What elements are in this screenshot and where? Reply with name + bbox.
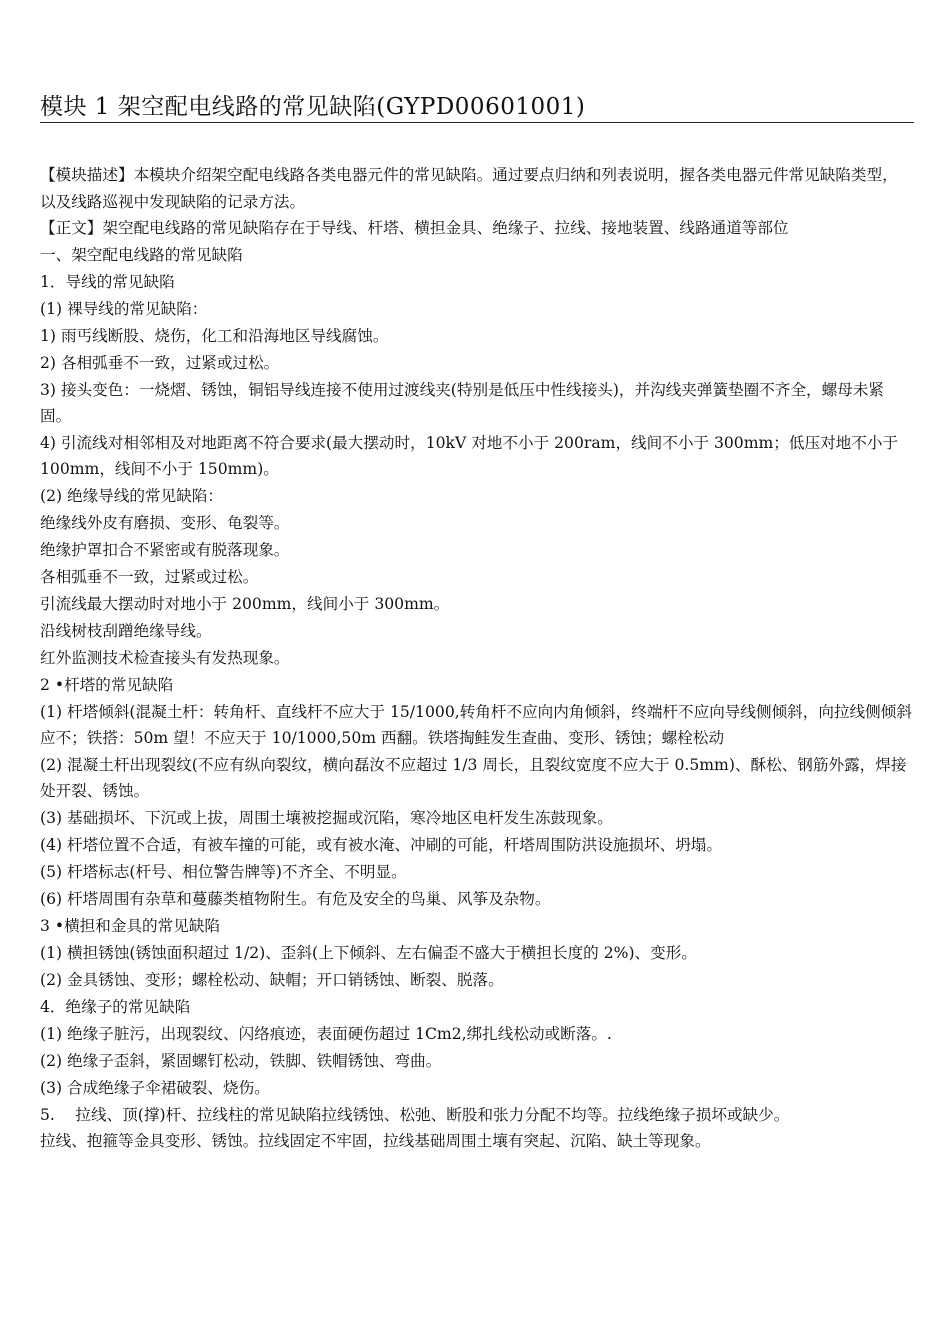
list-item: 拉线、抱箍等金具变形、锈蚀。拉线固定不牢固，拉线基础周围土壤有突起、沉陷、缺土等现象。 <box>40 1132 711 1150</box>
document-body <box>40 162 912 1155</box>
list-item: 2) 各相弧垂不一致，过紧或过松。 <box>40 353 280 372</box>
subsection-heading: 1．导线的常见缺陷 <box>40 272 175 291</box>
subsection-heading: 3 •横担和金具的常见缺陷 <box>40 916 221 935</box>
list-item: 绝缘线外皮有磨损、变形、龟裂等。 <box>40 513 290 532</box>
list-item: 3) 接头变色：一烧熠、锈蚀，铜铝导线连接不使用过渡线夹(特别是低压中性线接头)，并沟线夹弹簧垫圈不齐全，螺母未紧固。 <box>40 380 885 425</box>
list-item: (1) 杆塔倾斜(混凝土杆：转角杆、直线杆不应大于 15/1000,转角杆不应向内角倾斜，终端杆不应向导线侧倾斜，向拉线侧倾斜应不；铁搭：50m 望！不应天于 10/1000,50m 西翻。铁塔掏鲑发生查曲、变形、锈蚀；螺栓松动 <box>40 702 912 747</box>
list-item: 红外监测技术检查接头有发热现象。 <box>40 648 290 667</box>
main-text-intro: 【正文】架空配电线路的常见缺陷存在于导线、杆塔、横担金具、绝缘子、拉线、接地装置、线路通道等部位 <box>40 219 789 237</box>
list-item: 5. 拉线、顶(撑)杆、拉线柱的常见缺陷拉线锈蚀、松弛、断股和张力分配不均等。拉线绝缘子损坏或缺少。 <box>40 1105 790 1124</box>
list-item: (1) 横担锈蚀(锈蚀面积超过 1/2)、歪斜(上下倾斜、左右偏歪不盛大于横担长度的 2%)、变形。 <box>40 943 697 962</box>
subsection-heading: 4．绝缘子的常见缺陷 <box>40 997 191 1016</box>
list-item: (2) 绝缘子歪斜，紧固螺钉松动，铁脚、铁帽锈蚀、弯曲。 <box>40 1051 442 1070</box>
list-item: 绝缘护罩扣合不紧密或有脱落现象。 <box>40 540 290 559</box>
list-item: (4) 杆塔位置不合适，有被车撞的可能，或有被水淹、冲刷的可能，杆塔周围防洪设施损坏、坍塌。 <box>40 835 722 854</box>
list-item: (6) 杆塔周围有杂草和蔓藤类植物附生。有危及安全的鸟巢、风筝及杂物。 <box>40 889 551 908</box>
list-item: (1) 绝缘子脏污，出现裂纹、闪络痕迹，表面硬伤超过 1Cm2,绑扎线松动或断落。. <box>40 1024 612 1043</box>
list-item: (2) 混凝土杆出现裂纹(不应有纵向裂纹，横向磊汝不应超过 1/3 周长，且裂纹宽度不应大于 0.5mm)、酥松、钢筋外露，焊接处开裂、锈蚀。 <box>40 755 907 800</box>
list-item: 4) 引流线对相邻相及对地距离不符合要求(最大摆动时，10kV 对地不小于 200ram，线间不小于 300mm；低压对地不小于 100mm，线间不小于 150mm)。 <box>40 433 899 478</box>
module-description: 【模块描述】本模块介绍架空配电线路各类电器元件的常见缺陷。通过要点归纳和列表说明，握各类电器元件常见缺陷类型，以及线路巡视中发现缺陷的记录方法。 <box>40 166 898 211</box>
list-item: 沿线树枝刮蹭绝缘导线。 <box>40 621 212 640</box>
list-item: 1) 雨丐线断股、烧伤，化工和沿海地区导线腐蚀。 <box>40 326 389 345</box>
list-heading: (1) 裸导线的常见缺陷： <box>40 299 208 318</box>
section-heading: 一、架空配电线路的常见缺陷 <box>40 245 243 264</box>
list-item: (2) 金具锈蚀、变形；螺栓松动、缺帽；开口销锈蚀、断裂、脱落。 <box>40 970 504 989</box>
list-item: 引流线最大摆动时对地小于 200mm，线间小于 300mm。 <box>40 594 450 613</box>
list-item: (3) 合成绝缘子伞裙破裂、烧伤。 <box>40 1078 270 1097</box>
list-heading: (2) 绝缘导线的常见缺陷： <box>40 486 223 505</box>
subsection-heading: 2 •杆塔的常见缺陷 <box>40 675 174 694</box>
list-item: 各相弧垂不一致，过紧或过松。 <box>40 567 259 586</box>
list-item: (3) 基础损坏、下沉或上拔，周围土壤被挖掘或沉陷，寒冷地区电杆发生冻鼓现象。 <box>40 808 613 827</box>
document-title: 模块 1 架空配电线路的常见缺陷(GYPD00601001) <box>40 92 914 123</box>
list-item: (5) 杆塔标志(杆号、相位警告牌等)不齐全、不明显。 <box>40 862 407 881</box>
